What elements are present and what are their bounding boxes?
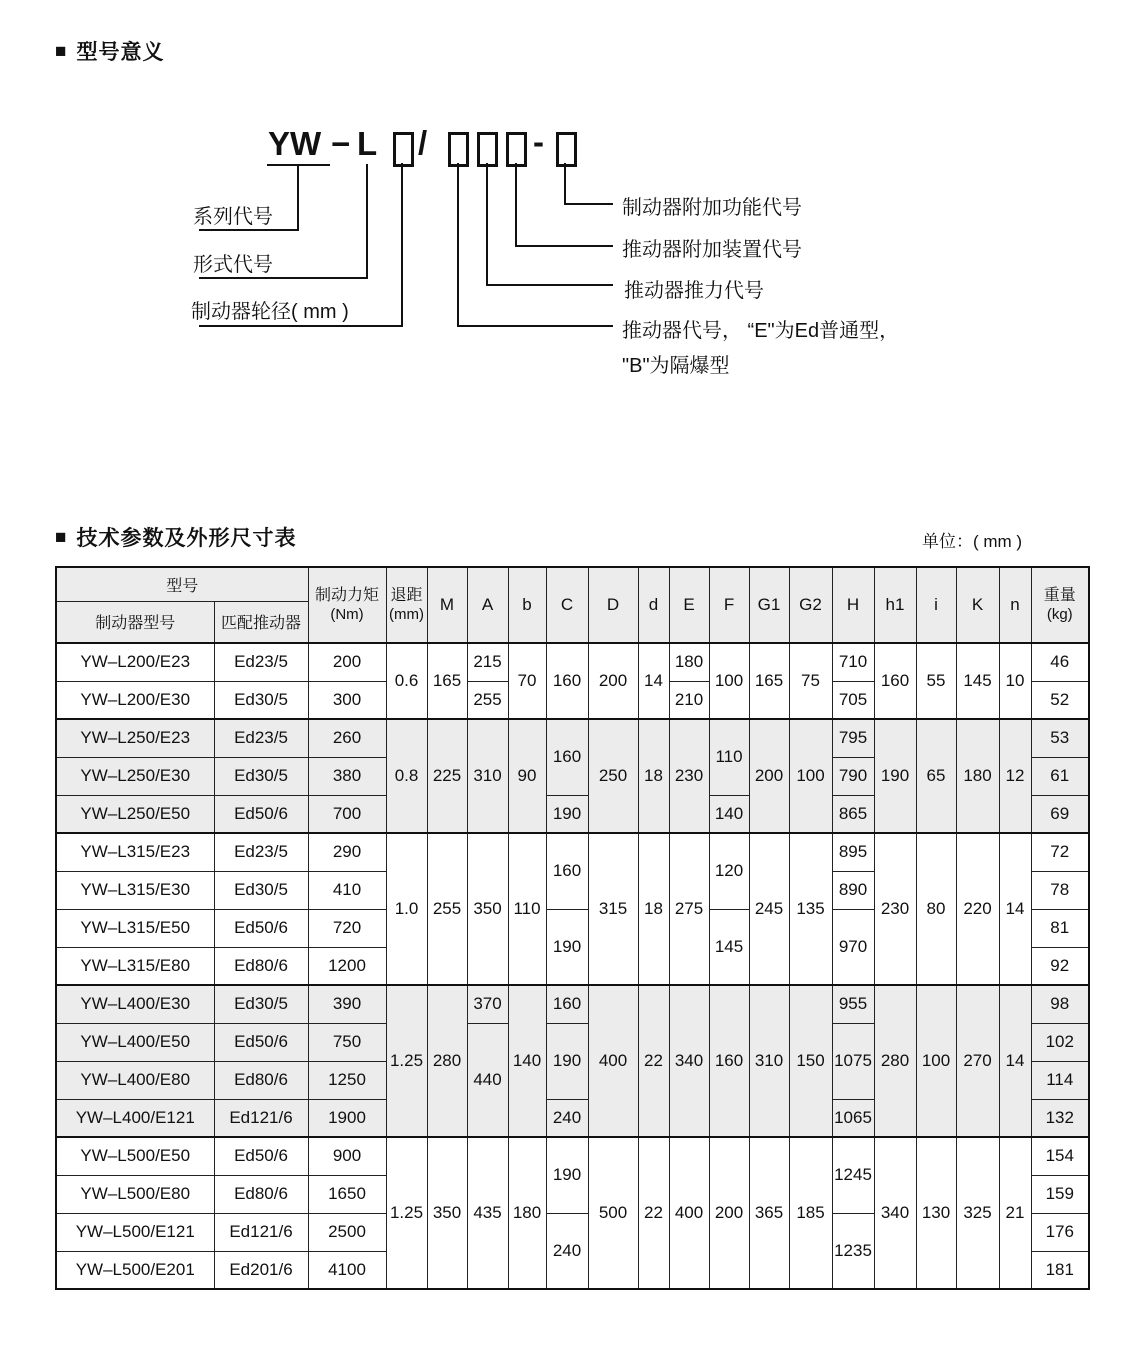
col-header-dim-K: K: [956, 567, 999, 643]
cell-dim: 1075: [832, 1023, 874, 1099]
cell-dim: 140: [709, 795, 749, 833]
cell-dim: 165: [427, 643, 467, 719]
cell-dim: 310: [467, 719, 508, 833]
col-header-model: 型号: [56, 567, 308, 601]
cell-dim: 230: [874, 833, 916, 985]
code-slash: /: [418, 124, 428, 161]
code-dash2: -: [533, 123, 544, 160]
cell-dim: 18: [638, 719, 669, 833]
cell-dim: 12: [999, 719, 1031, 833]
section-title-model-meaning: [55, 36, 164, 66]
cell-dim: 1065: [832, 1099, 874, 1137]
cell-torque: 200: [308, 643, 386, 681]
cell-dim: 55: [916, 643, 956, 719]
cell-dim: 1.0: [386, 833, 427, 985]
cell-weight: 98: [1031, 985, 1089, 1023]
label-pusher-code-line2: "B"为隔爆型: [622, 355, 730, 377]
table-body: [56, 643, 1089, 1289]
connector-line: [199, 325, 403, 327]
connector-line: [199, 229, 299, 231]
code-box-pusher: [448, 132, 469, 167]
col-header-dim-n: n: [999, 567, 1031, 643]
col-header-dim-G2: G2: [789, 567, 832, 643]
cell-dim: 200: [588, 643, 638, 719]
cell-dim: 145: [956, 643, 999, 719]
cell-dim: 340: [669, 985, 709, 1137]
cell-weight: 132: [1031, 1099, 1089, 1137]
label-series-code: 系列代号: [193, 206, 273, 228]
cell-weight: 53: [1031, 719, 1089, 757]
connector-line: [564, 203, 613, 205]
col-header-dim-F: F: [709, 567, 749, 643]
connector-line: [457, 163, 459, 327]
cell-pusher: Ed50/6: [214, 1137, 308, 1175]
cell-dim: 190: [546, 1137, 588, 1213]
connector-line: [401, 163, 403, 327]
cell-torque: 290: [308, 833, 386, 871]
cell-pusher: Ed30/5: [214, 871, 308, 909]
label-pusher-thrust-code: 推动器推力代号: [624, 280, 764, 302]
cell-brake-model: YW–L400/E80: [56, 1061, 214, 1099]
cell-brake-model: YW–L400/E121: [56, 1099, 214, 1137]
table-header: [56, 567, 1089, 643]
cell-dim: 160: [546, 719, 588, 795]
cell-torque: 390: [308, 985, 386, 1023]
cell-dim: 10: [999, 643, 1031, 719]
cell-brake-model: YW–L400/E50: [56, 1023, 214, 1061]
code-box-brake-function: [556, 132, 577, 167]
cell-dim: 220: [956, 833, 999, 985]
table-row: [56, 985, 1089, 1023]
cell-dim: 1.25: [386, 1137, 427, 1289]
cell-dim: 100: [789, 719, 832, 833]
col-header-dim-d: d: [638, 567, 669, 643]
label-type-code: 形式代号: [193, 254, 273, 276]
col-header-weight: 重量 (kg): [1031, 567, 1089, 643]
cell-dim: 400: [588, 985, 638, 1137]
cell-brake-model: YW–L500/E80: [56, 1175, 214, 1213]
cell-brake-model: YW–L315/E30: [56, 871, 214, 909]
label-wheel-diameter: 制动器轮径( mm ): [191, 301, 349, 323]
cell-torque: 410: [308, 871, 386, 909]
table-row: [56, 1137, 1089, 1175]
cell-weight: 52: [1031, 681, 1089, 719]
code-dash: −: [331, 125, 351, 162]
cell-dim: 160: [709, 985, 749, 1137]
cell-dim: 1235: [832, 1213, 874, 1289]
cell-torque: 700: [308, 795, 386, 833]
cell-dim: 135: [789, 833, 832, 985]
cell-weight: 159: [1031, 1175, 1089, 1213]
cell-torque: 1200: [308, 947, 386, 985]
cell-dim: 350: [427, 1137, 467, 1289]
cell-dim: 710: [832, 643, 874, 681]
cell-brake-model: YW–L500/E121: [56, 1213, 214, 1251]
cell-pusher: Ed121/6: [214, 1099, 308, 1137]
cell-pusher: Ed80/6: [214, 1175, 308, 1213]
section-marker-square: ■: [55, 40, 68, 62]
label-pusher-attachment-code: 推动器附加装置代号: [622, 239, 802, 261]
cell-dim: 145: [709, 909, 749, 985]
connector-line: [366, 164, 368, 279]
section-title-specs: [55, 522, 296, 552]
cell-pusher: Ed121/6: [214, 1213, 308, 1251]
cell-dim: 955: [832, 985, 874, 1023]
cell-brake-model: YW–L250/E50: [56, 795, 214, 833]
col-header-brake-model: 制动器型号: [56, 601, 214, 643]
table-row: [56, 833, 1089, 871]
cell-dim: 190: [546, 1023, 588, 1099]
cell-dim: 230: [669, 719, 709, 833]
cell-dim: 130: [916, 1137, 956, 1289]
cell-dim: 70: [508, 643, 546, 719]
cell-dim: 80: [916, 833, 956, 985]
cell-dim: 14: [999, 833, 1031, 985]
cell-pusher: Ed23/5: [214, 643, 308, 681]
col-header-dim-i: i: [916, 567, 956, 643]
cell-brake-model: YW–L315/E23: [56, 833, 214, 871]
col-header-dim-h1: h1: [874, 567, 916, 643]
connector-line: [297, 166, 299, 230]
cell-weight: 69: [1031, 795, 1089, 833]
cell-dim: 400: [669, 1137, 709, 1289]
cell-dim: 22: [638, 985, 669, 1137]
cell-dim: 310: [749, 985, 789, 1137]
cell-dim: 110: [709, 719, 749, 795]
cell-dim: 315: [588, 833, 638, 985]
cell-dim: 90: [508, 719, 546, 833]
col-header-dim-A: A: [467, 567, 508, 643]
code-box-pusher-attachment: [506, 132, 527, 167]
cell-brake-model: YW–L250/E30: [56, 757, 214, 795]
cell-brake-model: YW–L315/E50: [56, 909, 214, 947]
cell-dim: 200: [709, 1137, 749, 1289]
cell-dim: 120: [709, 833, 749, 909]
cell-dim: 200: [749, 719, 789, 833]
cell-dim: 895: [832, 833, 874, 871]
cell-dim: 190: [546, 909, 588, 985]
cell-dim: 210: [669, 681, 709, 719]
cell-dim: 340: [874, 1137, 916, 1289]
cell-dim: 1245: [832, 1137, 874, 1213]
cell-dim: 180: [508, 1137, 546, 1289]
cell-dim: 160: [546, 833, 588, 909]
connector-line: [457, 325, 613, 327]
cell-dim: 435: [467, 1137, 508, 1289]
cell-torque: 4100: [308, 1251, 386, 1289]
cell-dim: 140: [508, 985, 546, 1137]
connector-line: [515, 245, 613, 247]
cell-dim: 14: [999, 985, 1031, 1137]
cell-brake-model: YW–L500/E50: [56, 1137, 214, 1175]
cell-pusher: Ed80/6: [214, 947, 308, 985]
section-title-text: 技术参数及外形尺寸表: [76, 527, 297, 550]
cell-pusher: Ed30/5: [214, 681, 308, 719]
col-header-dim-H: H: [832, 567, 874, 643]
cell-dim: 280: [874, 985, 916, 1137]
cell-pusher: Ed30/5: [214, 985, 308, 1023]
cell-dim: 890: [832, 871, 874, 909]
cell-brake-model: YW–L200/E30: [56, 681, 214, 719]
cell-dim: 250: [588, 719, 638, 833]
cell-dim: 110: [508, 833, 546, 985]
cell-torque: 1650: [308, 1175, 386, 1213]
section-title-text: 型号意义: [76, 41, 165, 64]
cell-dim: 100: [709, 643, 749, 719]
code-series: YW: [268, 125, 322, 162]
cell-dim: 790: [832, 757, 874, 795]
cell-dim: 240: [546, 1213, 588, 1289]
label-pusher-code-line1: 推动器代号， “E"为Ed普通型，: [622, 320, 900, 342]
cell-dim: 100: [916, 985, 956, 1137]
cell-torque: 750: [308, 1023, 386, 1061]
cell-dim: 275: [669, 833, 709, 985]
cell-brake-model: YW–L315/E80: [56, 947, 214, 985]
connector-line: [486, 163, 488, 286]
cell-dim: 500: [588, 1137, 638, 1289]
col-header-dim-b: b: [508, 567, 546, 643]
cell-pusher: Ed23/5: [214, 719, 308, 757]
col-header-dim-C: C: [546, 567, 588, 643]
spec-table: [55, 566, 1090, 1290]
cell-dim: 165: [749, 643, 789, 719]
cell-pusher: Ed30/5: [214, 757, 308, 795]
col-header-dim-D: D: [588, 567, 638, 643]
table-row: [56, 719, 1089, 757]
cell-dim: 160: [546, 985, 588, 1023]
cell-dim: 190: [546, 795, 588, 833]
label-brake-function-code: 制动器附加功能代号: [622, 197, 802, 219]
cell-pusher: Ed23/5: [214, 833, 308, 871]
cell-dim: 75: [789, 643, 832, 719]
cell-weight: 102: [1031, 1023, 1089, 1061]
cell-dim: 160: [546, 643, 588, 719]
cell-dim: 255: [427, 833, 467, 985]
cell-dim: 65: [916, 719, 956, 833]
cell-dim: 365: [749, 1137, 789, 1289]
cell-dim: 150: [789, 985, 832, 1137]
cell-dim: 350: [467, 833, 508, 985]
cell-weight: 176: [1031, 1213, 1089, 1251]
cell-weight: 78: [1031, 871, 1089, 909]
cell-dim: 18: [638, 833, 669, 985]
cell-dim: 185: [789, 1137, 832, 1289]
cell-weight: 154: [1031, 1137, 1089, 1175]
cell-weight: 46: [1031, 643, 1089, 681]
cell-torque: 2500: [308, 1213, 386, 1251]
code-box-pusher-thrust: [477, 132, 498, 167]
col-header-pusher: 匹配推动器: [214, 601, 308, 643]
cell-dim: 14: [638, 643, 669, 719]
cell-torque: 1900: [308, 1099, 386, 1137]
cell-dim: 215: [467, 643, 508, 681]
code-type: L: [357, 125, 378, 162]
col-header-dim-M: M: [427, 567, 467, 643]
cell-dim: 255: [467, 681, 508, 719]
connector-line: [486, 284, 613, 286]
cell-dim: 0.8: [386, 719, 427, 833]
cell-dim: 270: [956, 985, 999, 1137]
cell-torque: 720: [308, 909, 386, 947]
cell-dim: 970: [832, 909, 874, 985]
cell-pusher: Ed50/6: [214, 1023, 308, 1061]
cell-dim: 325: [956, 1137, 999, 1289]
cell-brake-model: YW–L500/E201: [56, 1251, 214, 1289]
cell-weight: 114: [1031, 1061, 1089, 1099]
cell-pusher: Ed80/6: [214, 1061, 308, 1099]
cell-torque: 380: [308, 757, 386, 795]
cell-dim: 240: [546, 1099, 588, 1137]
cell-dim: 22: [638, 1137, 669, 1289]
cell-dim: 180: [669, 643, 709, 681]
connector-line: [199, 277, 368, 279]
cell-dim: 225: [427, 719, 467, 833]
cell-torque: 900: [308, 1137, 386, 1175]
cell-dim: 865: [832, 795, 874, 833]
cell-weight: 81: [1031, 909, 1089, 947]
cell-pusher: Ed201/6: [214, 1251, 308, 1289]
cell-weight: 72: [1031, 833, 1089, 871]
connector-line: [564, 163, 566, 205]
cell-torque: 300: [308, 681, 386, 719]
col-header-gap: 退距 (mm): [386, 567, 427, 643]
code-box-wheel-diameter: [393, 132, 414, 167]
unit-note: 单位：( mm ): [922, 532, 1023, 551]
cell-brake-model: YW–L200/E23: [56, 643, 214, 681]
col-header-dim-E: E: [669, 567, 709, 643]
col-header-torque: 制动力矩 (Nm): [308, 567, 386, 643]
cell-torque: 1250: [308, 1061, 386, 1099]
cell-dim: 1.25: [386, 985, 427, 1137]
cell-dim: 705: [832, 681, 874, 719]
section-marker-square: ■: [55, 526, 68, 548]
cell-dim: 21: [999, 1137, 1031, 1289]
table-row: [56, 643, 1089, 681]
connector-line: [515, 163, 517, 247]
cell-dim: 795: [832, 719, 874, 757]
cell-dim: 370: [467, 985, 508, 1023]
col-header-dim-G1: G1: [749, 567, 789, 643]
cell-brake-model: YW–L400/E30: [56, 985, 214, 1023]
cell-dim: 160: [874, 643, 916, 719]
cell-dim: 190: [874, 719, 916, 833]
cell-torque: 260: [308, 719, 386, 757]
cell-brake-model: YW–L250/E23: [56, 719, 214, 757]
cell-weight: 181: [1031, 1251, 1089, 1289]
cell-dim: 280: [427, 985, 467, 1137]
cell-dim: 0.6: [386, 643, 427, 719]
cell-dim: 245: [749, 833, 789, 985]
cell-weight: 61: [1031, 757, 1089, 795]
cell-weight: 92: [1031, 947, 1089, 985]
cell-pusher: Ed50/6: [214, 909, 308, 947]
cell-pusher: Ed50/6: [214, 795, 308, 833]
header-row: [56, 567, 1089, 601]
cell-dim: 440: [467, 1023, 508, 1137]
cell-dim: 180: [956, 719, 999, 833]
